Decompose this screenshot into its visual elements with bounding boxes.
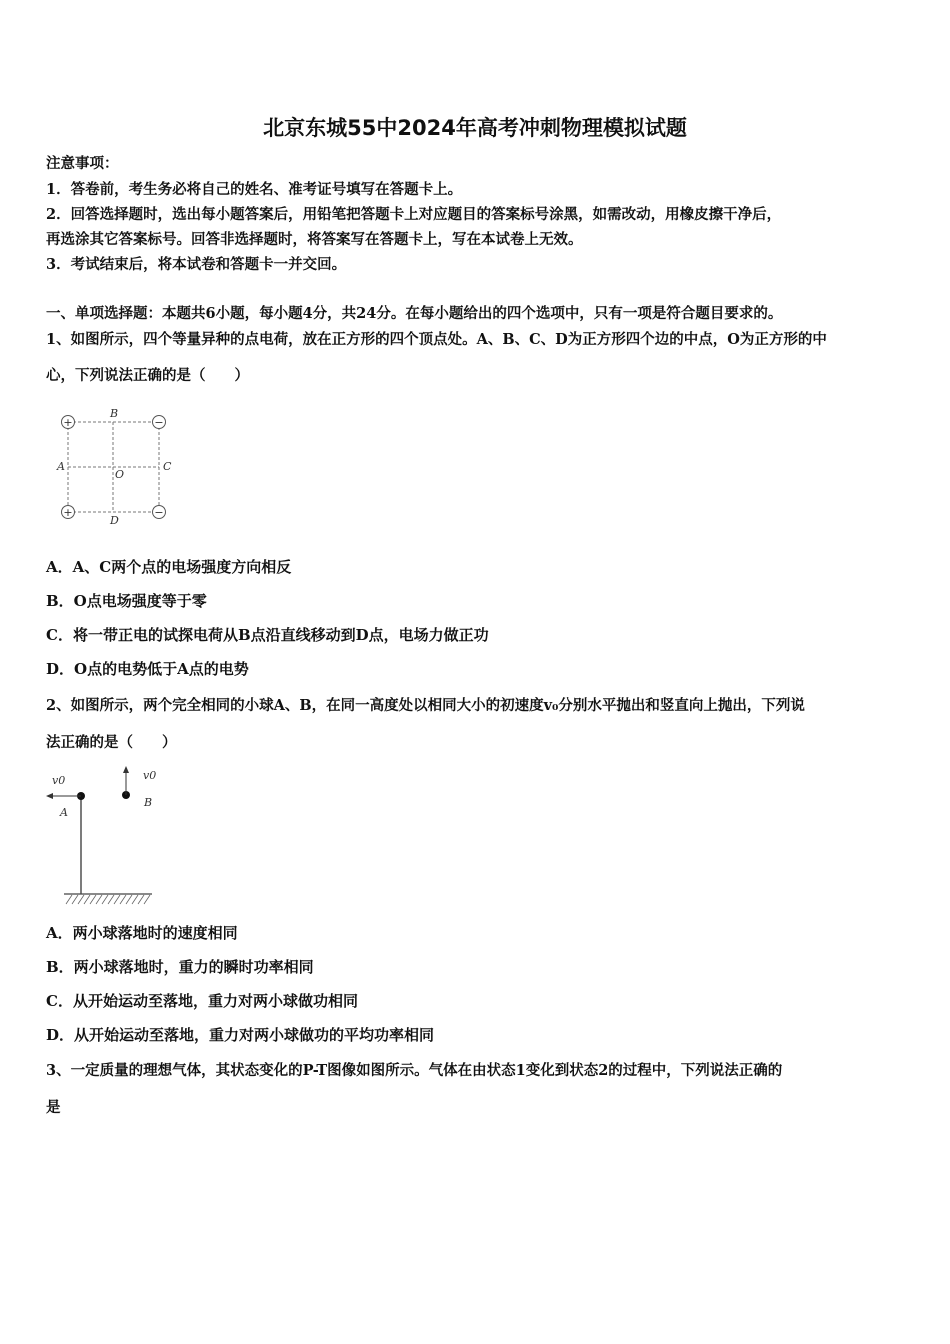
q2-figure bbox=[42, 764, 162, 909]
charge-sign-bottom-right: − bbox=[154, 506, 164, 519]
q1-option-c: C．将一带正电的试探电荷从B点沿直线移动到D点，电场力做正功 bbox=[46, 626, 489, 644]
q2-option-a: A．两小球落地时的速度相同 bbox=[46, 924, 238, 942]
notice-item-2-cont: 再选涂其它答案标号。回答非选择题时，将答案写在答题卡上，写在本试卷上无效。 bbox=[46, 231, 583, 248]
q1-stem-line1: 1、如图所示，四个等量异种的点电荷，放在正方形的四个顶点处。A、B、C、D为正方形四个边的中点，O为正方形的中 bbox=[46, 331, 827, 348]
q2-option-d: D．从开始运动至落地，重力对两小球做功的平均功率相同 bbox=[46, 1026, 435, 1044]
charge-sign-top-right: − bbox=[154, 416, 164, 429]
q2-option-c: C．从开始运动至落地，重力对两小球做功相同 bbox=[46, 992, 358, 1010]
q1-figure bbox=[55, 405, 185, 530]
q2-option-b: B．两小球落地时，重力的瞬时功率相同 bbox=[46, 958, 314, 976]
q1-option-b: B．O点电场强度等于零 bbox=[46, 592, 207, 610]
label-O: O bbox=[115, 468, 125, 481]
charge-sign-bottom-left: + bbox=[63, 506, 73, 519]
label-A: A bbox=[57, 460, 65, 473]
label-v0-b: v0 bbox=[143, 769, 157, 782]
label-C: C bbox=[163, 460, 172, 473]
charge-sign-top-left: + bbox=[63, 416, 73, 429]
label-B: B bbox=[144, 796, 153, 809]
velocity-arrow-b bbox=[123, 766, 129, 773]
page-title: 北京东城55中2024年高考冲刺物理模拟试题 bbox=[263, 116, 687, 140]
q1-option-d: D．O点的电势低于A点的电势 bbox=[46, 660, 249, 678]
notice-item-2: 2．回答选择题时，选出每小题答案后，用铅笔把答题卡上对应题目的答案标号涂黑，如需改动，用橡皮擦干净后， bbox=[46, 206, 782, 223]
notice-heading: 注意事项： bbox=[46, 155, 119, 172]
velocity-arrow-a bbox=[46, 793, 53, 799]
q3-stem-line1: 3、一定质量的理想气体，其状态变化的P-T图像如图所示。气体在由状态1变化到状态2的过程中，下列说法正确的 bbox=[46, 1062, 783, 1079]
label-B: B bbox=[110, 407, 119, 420]
label-D: D bbox=[110, 514, 119, 527]
label-v0-a: v0 bbox=[52, 774, 66, 787]
q1-option-a: A．A、C两个点的电场强度方向相反 bbox=[46, 558, 292, 576]
q2-stem-line2: 法正确的是（ ） bbox=[46, 734, 177, 751]
q1-stem-line2: 心，下列说法正确的是（ ） bbox=[46, 367, 249, 384]
q3-stem-line2: 是 bbox=[46, 1099, 61, 1116]
notice-item-1: 1．答卷前，考生务必将自己的姓名、准考证号填写在答题卡上。 bbox=[46, 181, 463, 198]
section-heading: 一、单项选择题：本题共6小题，每小题4分，共24分。在每小题给出的四个选项中，只有一项是符合题目要求的。 bbox=[46, 305, 783, 322]
q2-stem-line1: 2、如图所示，两个完全相同的小球A、B，在同一高度处以相同大小的初速度v₀分别水平抛出和竖直向上抛出，下列说 bbox=[46, 697, 805, 714]
notice-item-3: 3．考试结束后，将本试卷和答题卡一并交回。 bbox=[46, 256, 347, 273]
label-A: A bbox=[60, 806, 68, 819]
